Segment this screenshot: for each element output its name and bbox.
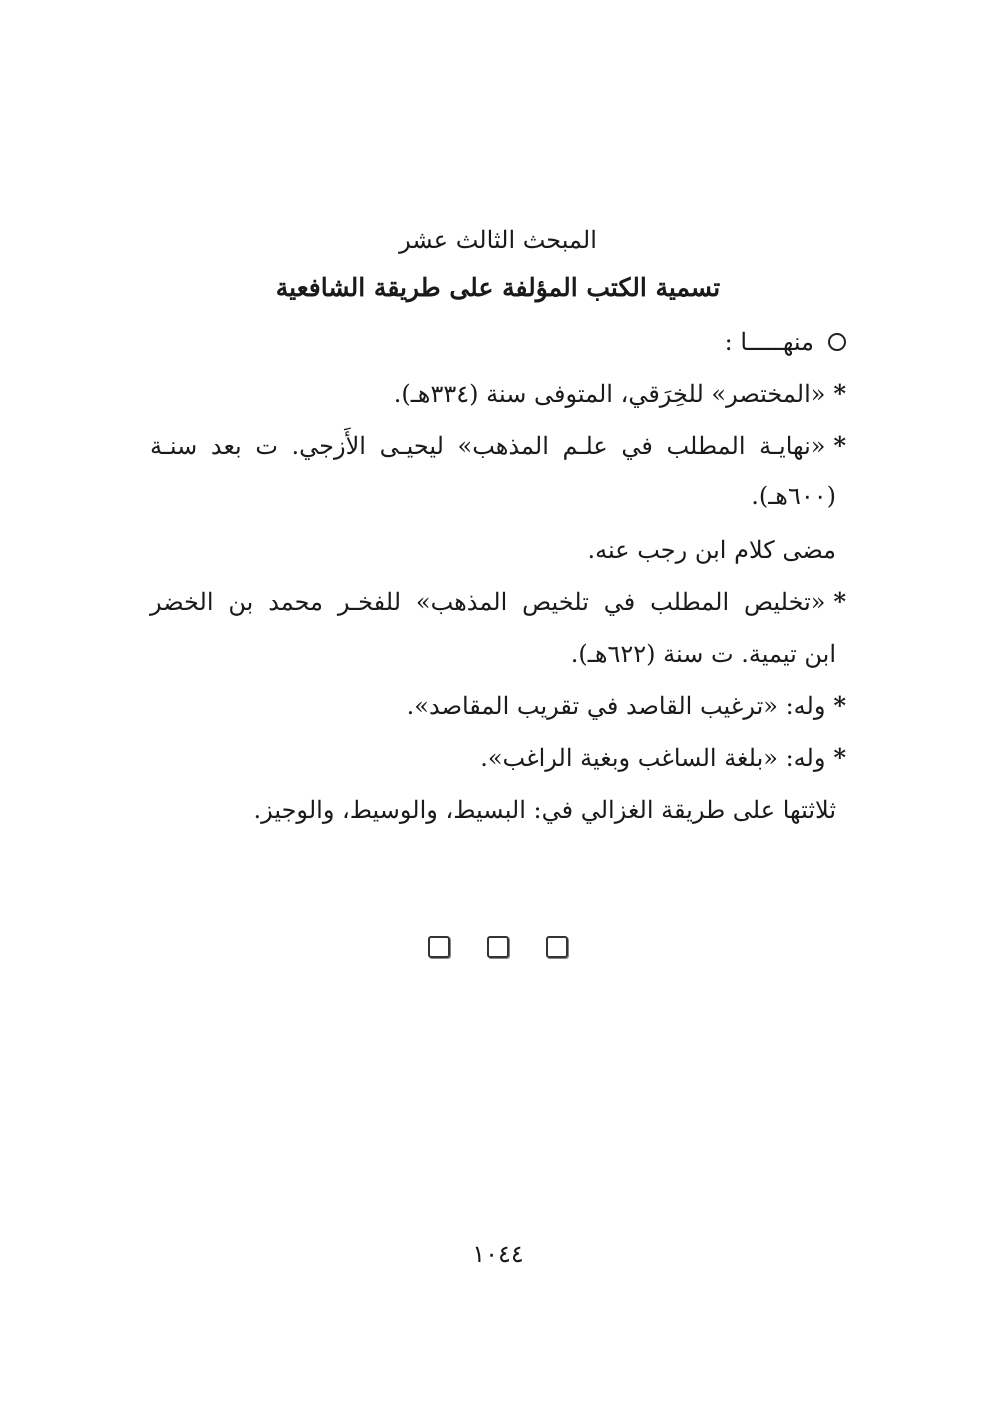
- section-end-ornament: [0, 936, 996, 962]
- star-bullet-icon: *: [833, 431, 846, 460]
- star-bullet-icon: *: [833, 691, 846, 720]
- entry-5: [146, 738, 846, 778]
- entry-2-continuation: (٦٠٠هـ).: [751, 482, 836, 510]
- star-bullet-icon: *: [833, 743, 846, 772]
- star-bullet-icon: *: [833, 587, 846, 616]
- entry-3: [150, 582, 846, 622]
- square-ornament-icon: [487, 936, 509, 958]
- entry-1-text: «المختصر» للخِرَقي، المتوفى سنة (٣٣٤هـ).: [393, 380, 826, 408]
- entry-4-text: وله: «ترغيب القاصد في تقريب المقاصد».: [406, 692, 826, 720]
- entry-4: [146, 686, 846, 726]
- page-number: ١٠٤٤: [472, 1240, 524, 1268]
- section-title: تسمية الكتب المؤلفة على طريقة الشافعية: [275, 273, 721, 302]
- intro-text: منهـــــا :: [724, 328, 814, 356]
- entry-1: [146, 374, 846, 414]
- note-ibn-rajab: مضى كلام ابن رجب عنه.: [587, 536, 836, 564]
- section-heading: المبحث الثالث عشر: [399, 226, 597, 254]
- entry-3-text: «تخليص المطلب في تلخيص المذهب» للفخـر محمد بن الخضر: [150, 588, 826, 616]
- intro-line: [146, 322, 846, 362]
- entry-2-text: «نهايـة المطلب في علـم المذهب» ليحيـى الأَزجي. ت بعد سنـة: [150, 432, 826, 460]
- star-bullet-icon: *: [833, 379, 846, 408]
- circle-bullet-icon: [828, 333, 846, 351]
- entry-3-continuation: ابن تيمية. ت سنة (٦٢٢هـ).: [570, 640, 836, 668]
- square-ornament-icon: [428, 936, 450, 958]
- entry-5-text: وله: «بلغة الساغب وبغية الراغب».: [480, 744, 826, 772]
- square-ornament-icon: [546, 936, 568, 958]
- entry-2: [150, 426, 846, 466]
- note-ghazali: ثلاثتها على طريقة الغزالي في: البسيط، والوسيط، والوجيز.: [253, 796, 836, 824]
